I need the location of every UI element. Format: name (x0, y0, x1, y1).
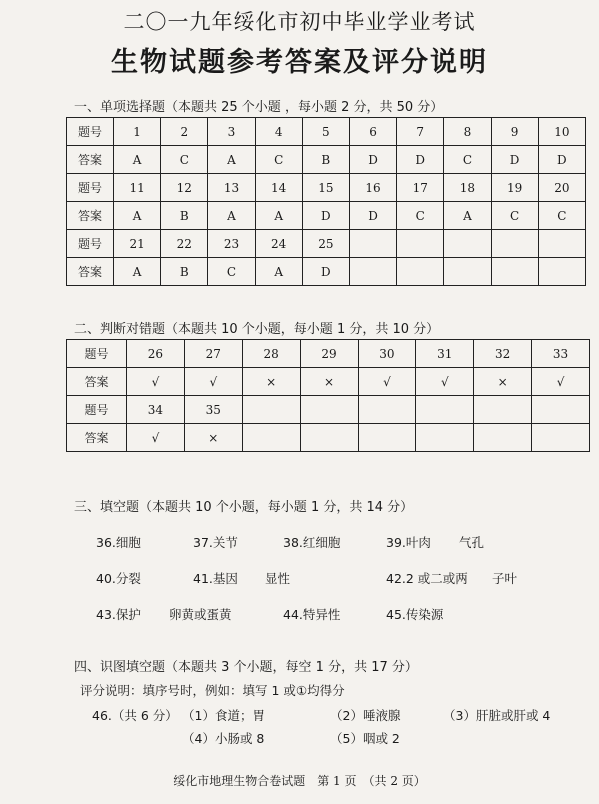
table-cell: 24 (255, 230, 302, 258)
table-cell: A (114, 202, 161, 230)
table-cell: 32 (474, 340, 532, 368)
table-cell (416, 424, 474, 452)
table-cell: 31 (416, 340, 474, 368)
table-cell: 35 (184, 396, 242, 424)
q46-lead: 46.（共 6 分） (92, 708, 178, 723)
table-cell: 17 (397, 174, 444, 202)
row-label: 答案 (67, 368, 127, 396)
q46-part2: （2）唾液腺 (330, 708, 401, 723)
table-cell: A (255, 202, 302, 230)
judge-row (67, 340, 590, 368)
choice-row (67, 230, 586, 258)
table-cell: C (208, 258, 255, 286)
answer-37: 37.关节 (193, 535, 238, 550)
table-cell: 27 (184, 340, 242, 368)
answer-38: 38.红细胞 (283, 535, 341, 550)
table-cell: √ (532, 368, 590, 396)
table-cell: A (114, 146, 161, 174)
table-cell: √ (127, 424, 185, 452)
table-cell: D (302, 258, 349, 286)
table-cell (538, 258, 585, 286)
table-cell: 1 (114, 118, 161, 146)
table-cell (416, 396, 474, 424)
answer-44: 44.特异性 (283, 607, 341, 622)
table-cell: 9 (491, 118, 538, 146)
scoring-note: 评分说明：填序号时，例如：填写 1 或①均得分 (80, 683, 345, 698)
table-cell (397, 230, 444, 258)
table-cell: C (397, 202, 444, 230)
table-cell: √ (416, 368, 474, 396)
table-cell: D (302, 202, 349, 230)
table-cell (300, 396, 358, 424)
table-cell: 12 (161, 174, 208, 202)
table-cell (242, 396, 300, 424)
answer-42b: 子叶 (492, 571, 518, 586)
table-cell: C (255, 146, 302, 174)
row-label: 答案 (67, 146, 114, 174)
row-label: 答案 (67, 202, 114, 230)
page-footer: 绥化市地理生物合卷试题 第 1 页 （共 2 页） (173, 774, 426, 788)
table-cell: D (349, 146, 396, 174)
table-cell: 3 (208, 118, 255, 146)
table-cell: 28 (242, 340, 300, 368)
table-cell: 26 (127, 340, 185, 368)
table-cell (491, 258, 538, 286)
section4-heading: 四、识图填空题（本题共 3 个小题，每空 1 分，共 17 分） (74, 660, 418, 675)
row-label: 题号 (67, 230, 114, 258)
table-cell (358, 424, 416, 452)
table-cell (474, 424, 532, 452)
answer-41a: 41.基因 (193, 571, 238, 586)
answer-43a: 43.保护 (96, 607, 141, 622)
table-cell: A (255, 258, 302, 286)
choice-row (67, 146, 586, 174)
table-cell: B (161, 258, 208, 286)
table-cell: √ (127, 368, 185, 396)
judge-row (67, 368, 590, 396)
answer-42a: 42.2 或二或两 (386, 571, 468, 586)
judge-row (67, 396, 590, 424)
table-cell (397, 258, 444, 286)
table-cell: 14 (255, 174, 302, 202)
table-cell: 8 (444, 118, 491, 146)
judge-row (67, 424, 590, 452)
table-cell (242, 424, 300, 452)
table-cell: √ (358, 368, 416, 396)
table-cell: 22 (161, 230, 208, 258)
table-cell: 25 (302, 230, 349, 258)
table-cell (532, 396, 590, 424)
table-cell: D (349, 202, 396, 230)
table-cell (474, 396, 532, 424)
table-cell: C (538, 202, 585, 230)
exam-title: 二〇一九年绥化市初中毕业学业考试 (123, 10, 476, 34)
table-cell: 20 (538, 174, 585, 202)
table-cell: B (302, 146, 349, 174)
table-cell: × (474, 368, 532, 396)
section2-heading: 二、判断对错题（本题共 10 个小题，每小题 1 分，共 10 分） (74, 322, 440, 337)
row-label: 答案 (67, 424, 127, 452)
answer-40: 40.分裂 (96, 571, 141, 586)
table-cell (444, 230, 491, 258)
table-cell: A (208, 202, 255, 230)
table-cell (349, 258, 396, 286)
table-cell (358, 396, 416, 424)
table-cell: × (242, 368, 300, 396)
q46-part4: （4）小肠或 8 (182, 731, 265, 746)
answer-41b: 显性 (265, 571, 291, 586)
section3-heading: 三、填空题（本题共 10 个小题，每小题 1 分，共 14 分） (74, 500, 414, 515)
answer-45: 45.传染源 (386, 607, 444, 622)
table-cell: D (397, 146, 444, 174)
table-cell (538, 230, 585, 258)
table-cell (491, 230, 538, 258)
q46-part5: （5）咽或 2 (330, 731, 400, 746)
table-cell: 21 (114, 230, 161, 258)
table-cell: 5 (302, 118, 349, 146)
table-cell: 30 (358, 340, 416, 368)
choice-row (67, 118, 586, 146)
table-cell: 15 (302, 174, 349, 202)
table-cell: A (208, 146, 255, 174)
table-cell: 11 (114, 174, 161, 202)
choice-row (67, 258, 586, 286)
answer-key-title: 生物试题参考答案及评分说明 (111, 47, 488, 78)
table-cell: 2 (161, 118, 208, 146)
section1-heading: 一、单项选择题（本题共 25 个小题 ，每小题 2 分，共 50 分） (74, 100, 444, 115)
table-cell: × (300, 368, 358, 396)
table-cell: D (491, 146, 538, 174)
table-cell: 23 (208, 230, 255, 258)
choice-answer-table (66, 117, 586, 286)
row-label: 题号 (67, 118, 114, 146)
table-cell: C (491, 202, 538, 230)
row-label: 答案 (67, 258, 114, 286)
table-cell: D (538, 146, 585, 174)
table-cell (444, 258, 491, 286)
choice-row (67, 202, 586, 230)
table-cell: 10 (538, 118, 585, 146)
table-cell: 29 (300, 340, 358, 368)
table-cell (532, 424, 590, 452)
choice-row (67, 174, 586, 202)
table-cell: 13 (208, 174, 255, 202)
table-cell: 16 (349, 174, 396, 202)
table-cell: √ (184, 368, 242, 396)
true-false-answer-table (66, 339, 590, 452)
row-label: 题号 (67, 174, 114, 202)
answer-39b: 气孔 (459, 535, 485, 550)
row-label: 题号 (67, 396, 127, 424)
table-cell: A (114, 258, 161, 286)
answer-39a: 39.叶肉 (386, 535, 431, 550)
table-cell: × (184, 424, 242, 452)
table-cell: 4 (255, 118, 302, 146)
table-cell: 6 (349, 118, 396, 146)
q46-part3: （3）肝脏或肝或 4 (443, 708, 551, 723)
table-cell: 33 (532, 340, 590, 368)
table-cell (300, 424, 358, 452)
table-cell: 18 (444, 174, 491, 202)
answer-36: 36.细胞 (96, 535, 141, 550)
answer-43b: 卵黄或蛋黄 (169, 607, 232, 622)
table-cell: 7 (397, 118, 444, 146)
row-label: 题号 (67, 340, 127, 368)
table-cell (349, 230, 396, 258)
table-cell: C (444, 146, 491, 174)
q46-part1: （1）食道；胃 (182, 708, 265, 723)
table-cell: 34 (127, 396, 185, 424)
table-cell: B (161, 202, 208, 230)
table-cell: 19 (491, 174, 538, 202)
table-cell: A (444, 202, 491, 230)
table-cell: C (161, 146, 208, 174)
